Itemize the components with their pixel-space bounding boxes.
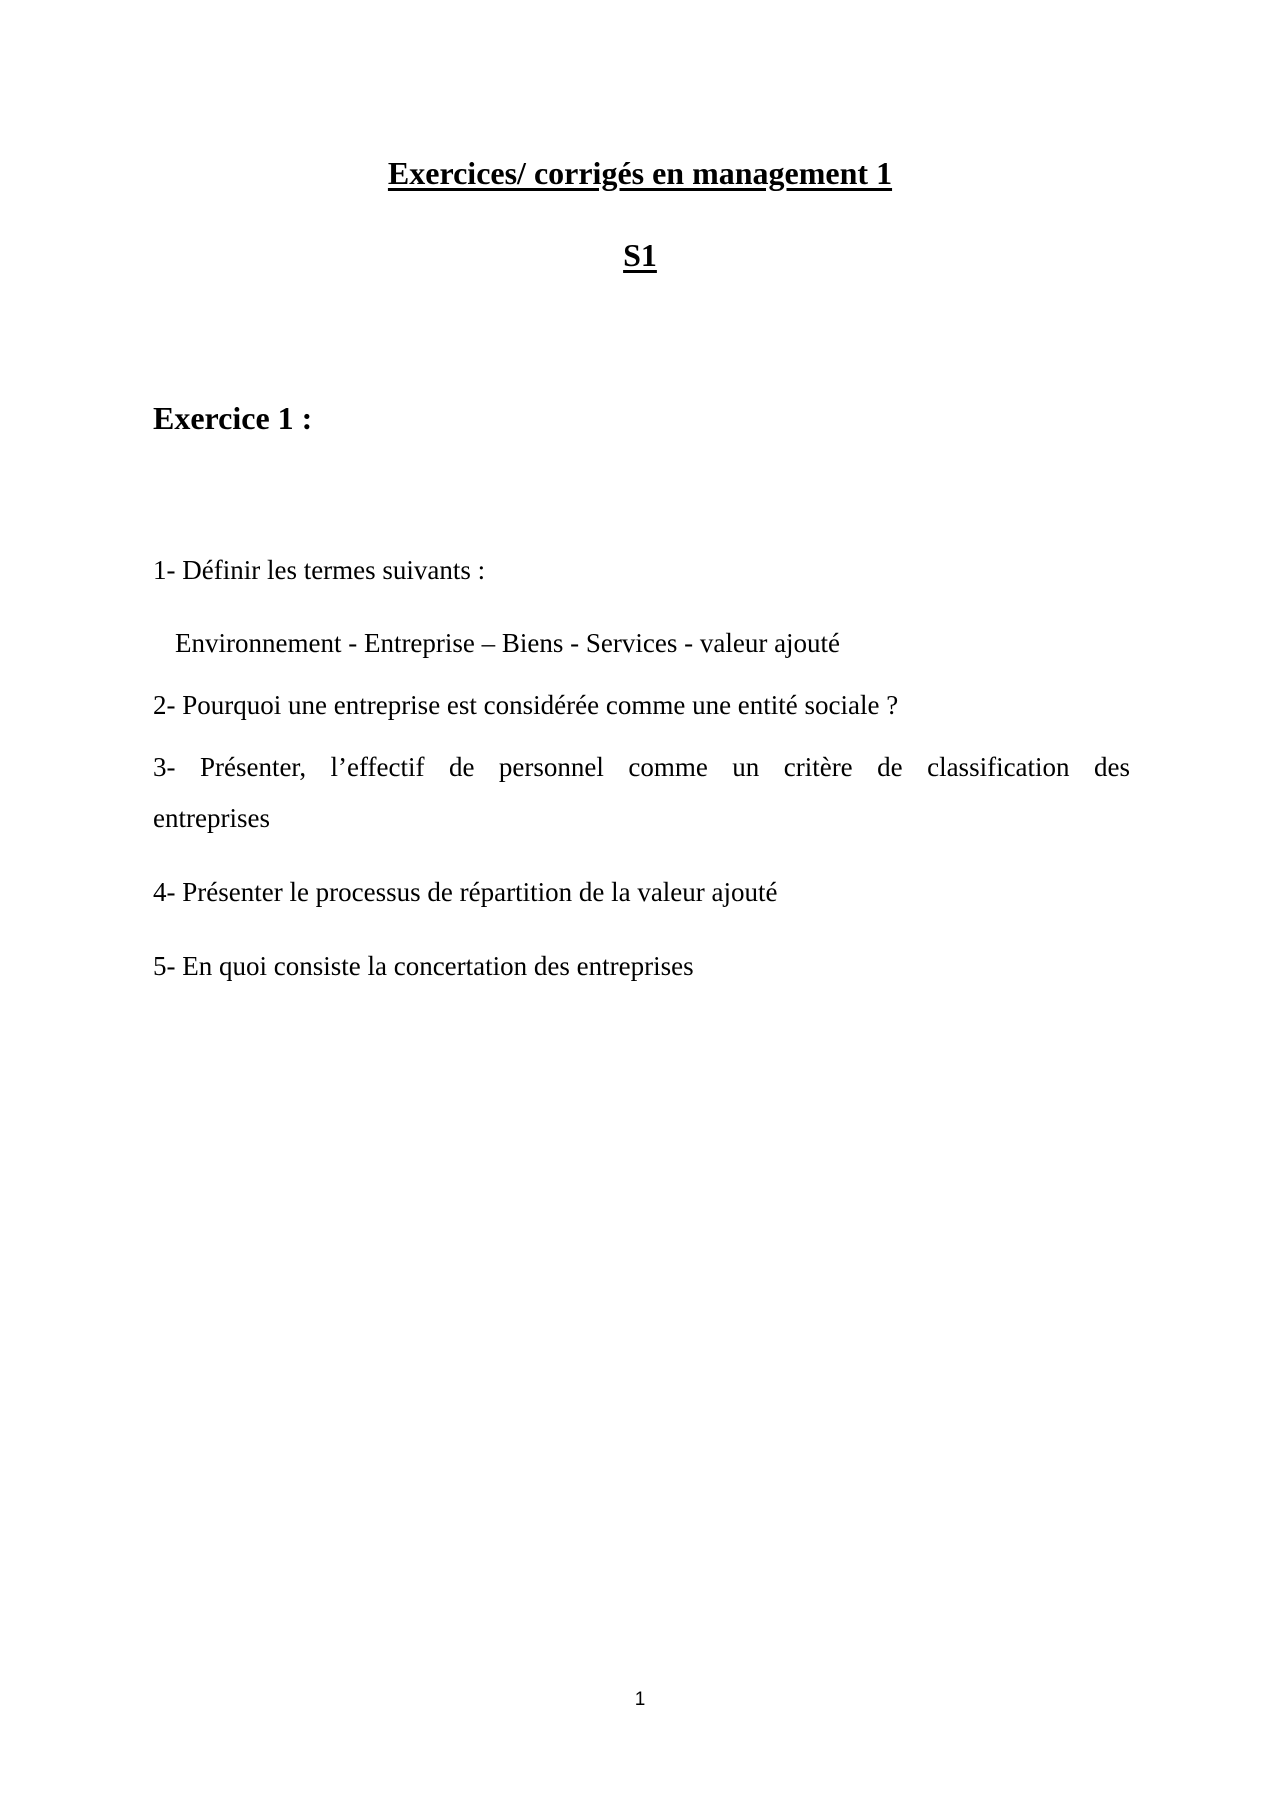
question-4: 4- Présenter le processus de répartition de la valeur ajouté (153, 877, 778, 907)
question-5: 5- En quoi consiste la concertation des entreprises (153, 951, 694, 981)
page-number: 1 (634, 1689, 646, 1710)
document-subtitle: S1 (623, 237, 657, 273)
question-1: 1- Définir les termes suivants : (153, 555, 486, 585)
exercise-heading: Exercice 1 : (153, 400, 313, 436)
question-3-line-1: 3- Présenter, l’effectif de personnel comme un critère de classification des (153, 752, 1130, 782)
document-title: Exercices/ corrigés en management 1 (387, 155, 893, 191)
question-1-terms: Environnement - Entreprise – Biens - Services - valeur ajouté (175, 628, 841, 658)
question-2: 2- Pourquoi une entreprise est considérée comme une entité sociale ? (153, 690, 899, 720)
question-3-line-2: entreprises (153, 803, 270, 833)
